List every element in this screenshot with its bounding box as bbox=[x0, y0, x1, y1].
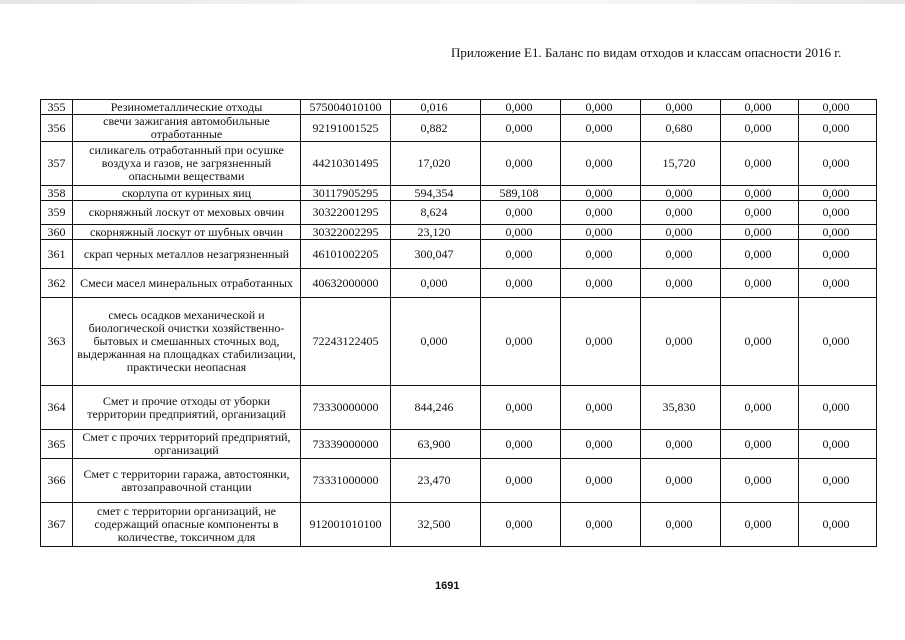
table-row bbox=[41, 225, 877, 240]
waste-code-cell: 40632000000 bbox=[301, 269, 391, 298]
table-row bbox=[41, 386, 877, 430]
row-number-cell: 362 bbox=[41, 269, 73, 298]
page-number: 1691 bbox=[435, 580, 460, 592]
value-cell: 0,000 bbox=[561, 503, 641, 547]
waste-code-cell: 46101002205 bbox=[301, 240, 391, 269]
row-number-cell: 357 bbox=[41, 142, 73, 186]
page-header: Приложение Е1. Баланс по видам отходов и классам опасности 2016 г. bbox=[451, 45, 842, 60]
value-cell: 0,000 bbox=[721, 459, 799, 503]
value-cell: 0,000 bbox=[561, 430, 641, 459]
value-cell: 0,000 bbox=[641, 430, 721, 459]
value-cell: 0,000 bbox=[799, 240, 877, 269]
value-cell: 0,000 bbox=[641, 201, 721, 225]
value-cell: 0,000 bbox=[721, 298, 799, 386]
waste-code-cell: 73339000000 bbox=[301, 430, 391, 459]
value-cell: 0,000 bbox=[721, 225, 799, 240]
value-cell: 0,000 bbox=[799, 430, 877, 459]
value-cell: 0,000 bbox=[481, 430, 561, 459]
value-cell: 23,120 bbox=[391, 225, 481, 240]
value-cell: 0,000 bbox=[721, 386, 799, 430]
value-cell: 17,020 bbox=[391, 142, 481, 186]
value-cell: 589,108 bbox=[481, 186, 561, 201]
value-cell: 0,000 bbox=[721, 201, 799, 225]
table-row bbox=[41, 430, 877, 459]
value-cell: 0,000 bbox=[641, 225, 721, 240]
row-number-cell: 364 bbox=[41, 386, 73, 430]
value-cell: 0,000 bbox=[721, 269, 799, 298]
waste-code-cell: 30322002295 bbox=[301, 225, 391, 240]
value-cell: 594,354 bbox=[391, 186, 481, 201]
row-number-cell: 355 bbox=[41, 100, 73, 115]
table-row bbox=[41, 269, 877, 298]
waste-name-cell: смет с территории организаций, не содержащий опасные компоненты в количестве, токсичном для bbox=[73, 503, 301, 547]
waste-code-cell: 73330000000 bbox=[301, 386, 391, 430]
row-number-cell: 361 bbox=[41, 240, 73, 269]
waste-code-cell: 575004010100 bbox=[301, 100, 391, 115]
value-cell: 0,000 bbox=[481, 100, 561, 115]
value-cell: 0,000 bbox=[561, 240, 641, 269]
waste-name-cell: Резинометаллические отходы bbox=[73, 100, 301, 115]
row-number-cell: 363 bbox=[41, 298, 73, 386]
value-cell: 23,470 bbox=[391, 459, 481, 503]
value-cell: 0,000 bbox=[561, 386, 641, 430]
table-row bbox=[41, 240, 877, 269]
waste-name-cell: смесь осадков механической и биологической очистки хозяйственно- бытовых и смешанных сточных вод, выдержанная на площадках стабилизации, практически неопасная bbox=[73, 298, 301, 386]
value-cell: 0,000 bbox=[799, 225, 877, 240]
waste-balance-table bbox=[40, 99, 877, 547]
value-cell: 0,000 bbox=[561, 459, 641, 503]
row-number-cell: 358 bbox=[41, 186, 73, 201]
value-cell: 0,000 bbox=[641, 298, 721, 386]
value-cell: 0,000 bbox=[481, 115, 561, 142]
waste-name-cell: Смеси масел минеральных отработанных bbox=[73, 269, 301, 298]
value-cell: 0,000 bbox=[721, 186, 799, 201]
waste-code-cell: 30322001295 bbox=[301, 201, 391, 225]
value-cell: 0,000 bbox=[561, 115, 641, 142]
table-row bbox=[41, 142, 877, 186]
waste-name-cell: Смет с территории гаража, автостоянки, автозаправочной станции bbox=[73, 459, 301, 503]
table-row bbox=[41, 115, 877, 142]
table-row bbox=[41, 459, 877, 503]
value-cell: 0,000 bbox=[561, 298, 641, 386]
value-cell: 0,000 bbox=[641, 240, 721, 269]
value-cell: 0,000 bbox=[561, 186, 641, 201]
value-cell: 0,882 bbox=[391, 115, 481, 142]
value-cell: 32,500 bbox=[391, 503, 481, 547]
value-cell: 0,000 bbox=[799, 201, 877, 225]
waste-name-cell: Смет с прочих территорий предприятий, организаций bbox=[73, 430, 301, 459]
value-cell: 0,000 bbox=[481, 386, 561, 430]
value-cell: 844,246 bbox=[391, 386, 481, 430]
waste-name-cell: силикагель отработанный при осушке воздуха и газов, не загрязненный опасными веществами bbox=[73, 142, 301, 186]
row-number-cell: 356 bbox=[41, 115, 73, 142]
value-cell: 0,000 bbox=[481, 269, 561, 298]
waste-name-cell: скорлупа от куриных яиц bbox=[73, 186, 301, 201]
value-cell: 0,000 bbox=[721, 503, 799, 547]
value-cell: 0,000 bbox=[721, 430, 799, 459]
value-cell: 0,000 bbox=[799, 186, 877, 201]
waste-code-cell: 44210301495 bbox=[301, 142, 391, 186]
value-cell: 0,000 bbox=[561, 201, 641, 225]
value-cell: 0,000 bbox=[561, 142, 641, 186]
value-cell: 15,720 bbox=[641, 142, 721, 186]
row-number-cell: 359 bbox=[41, 201, 73, 225]
value-cell: 63,900 bbox=[391, 430, 481, 459]
value-cell: 0,000 bbox=[481, 240, 561, 269]
waste-code-cell: 72243122405 bbox=[301, 298, 391, 386]
table-row bbox=[41, 201, 877, 225]
value-cell: 0,000 bbox=[561, 100, 641, 115]
value-cell: 0,000 bbox=[799, 503, 877, 547]
value-cell: 0,000 bbox=[641, 100, 721, 115]
waste-name-cell: свечи зажигания автомобильные отработанные bbox=[73, 115, 301, 142]
value-cell: 0,000 bbox=[481, 503, 561, 547]
scan-edge bbox=[0, 0, 905, 4]
value-cell: 0,000 bbox=[561, 225, 641, 240]
waste-code-cell: 30117905295 bbox=[301, 186, 391, 201]
value-cell: 300,047 bbox=[391, 240, 481, 269]
value-cell: 0,000 bbox=[641, 459, 721, 503]
value-cell: 0,000 bbox=[561, 269, 641, 298]
table-row bbox=[41, 298, 877, 386]
value-cell: 0,000 bbox=[641, 186, 721, 201]
value-cell: 0,000 bbox=[481, 225, 561, 240]
value-cell: 0,000 bbox=[391, 269, 481, 298]
value-cell: 0,000 bbox=[799, 100, 877, 115]
row-number-cell: 360 bbox=[41, 225, 73, 240]
value-cell: 0,000 bbox=[721, 100, 799, 115]
value-cell: 0,000 bbox=[721, 142, 799, 186]
table-row bbox=[41, 100, 877, 115]
waste-code-cell: 73331000000 bbox=[301, 459, 391, 503]
value-cell: 0,000 bbox=[481, 142, 561, 186]
value-cell: 0,000 bbox=[799, 459, 877, 503]
value-cell: 0,680 bbox=[641, 115, 721, 142]
value-cell: 0,000 bbox=[481, 201, 561, 225]
value-cell: 0,016 bbox=[391, 100, 481, 115]
waste-name-cell: скрап черных металлов незагрязненный bbox=[73, 240, 301, 269]
value-cell: 0,000 bbox=[799, 142, 877, 186]
row-number-cell: 365 bbox=[41, 430, 73, 459]
value-cell: 0,000 bbox=[641, 503, 721, 547]
value-cell: 0,000 bbox=[481, 459, 561, 503]
value-cell: 0,000 bbox=[391, 298, 481, 386]
waste-name-cell: скорняжный лоскут от шубных овчин bbox=[73, 225, 301, 240]
table-row bbox=[41, 503, 877, 547]
row-number-cell: 366 bbox=[41, 459, 73, 503]
value-cell: 8,624 bbox=[391, 201, 481, 225]
value-cell: 0,000 bbox=[799, 115, 877, 142]
waste-name-cell: скорняжный лоскут от меховых овчин bbox=[73, 201, 301, 225]
row-number-cell: 367 bbox=[41, 503, 73, 547]
value-cell: 0,000 bbox=[481, 298, 561, 386]
waste-code-cell: 912001010100 bbox=[301, 503, 391, 547]
value-cell: 0,000 bbox=[799, 386, 877, 430]
value-cell: 35,830 bbox=[641, 386, 721, 430]
table-body bbox=[41, 100, 877, 547]
waste-code-cell: 92191001525 bbox=[301, 115, 391, 142]
value-cell: 0,000 bbox=[799, 269, 877, 298]
value-cell: 0,000 bbox=[641, 269, 721, 298]
table-row bbox=[41, 186, 877, 201]
value-cell: 0,000 bbox=[799, 298, 877, 386]
value-cell: 0,000 bbox=[721, 115, 799, 142]
waste-name-cell: Смет и прочие отходы от уборки территории предприятий, организаций bbox=[73, 386, 301, 430]
value-cell: 0,000 bbox=[721, 240, 799, 269]
